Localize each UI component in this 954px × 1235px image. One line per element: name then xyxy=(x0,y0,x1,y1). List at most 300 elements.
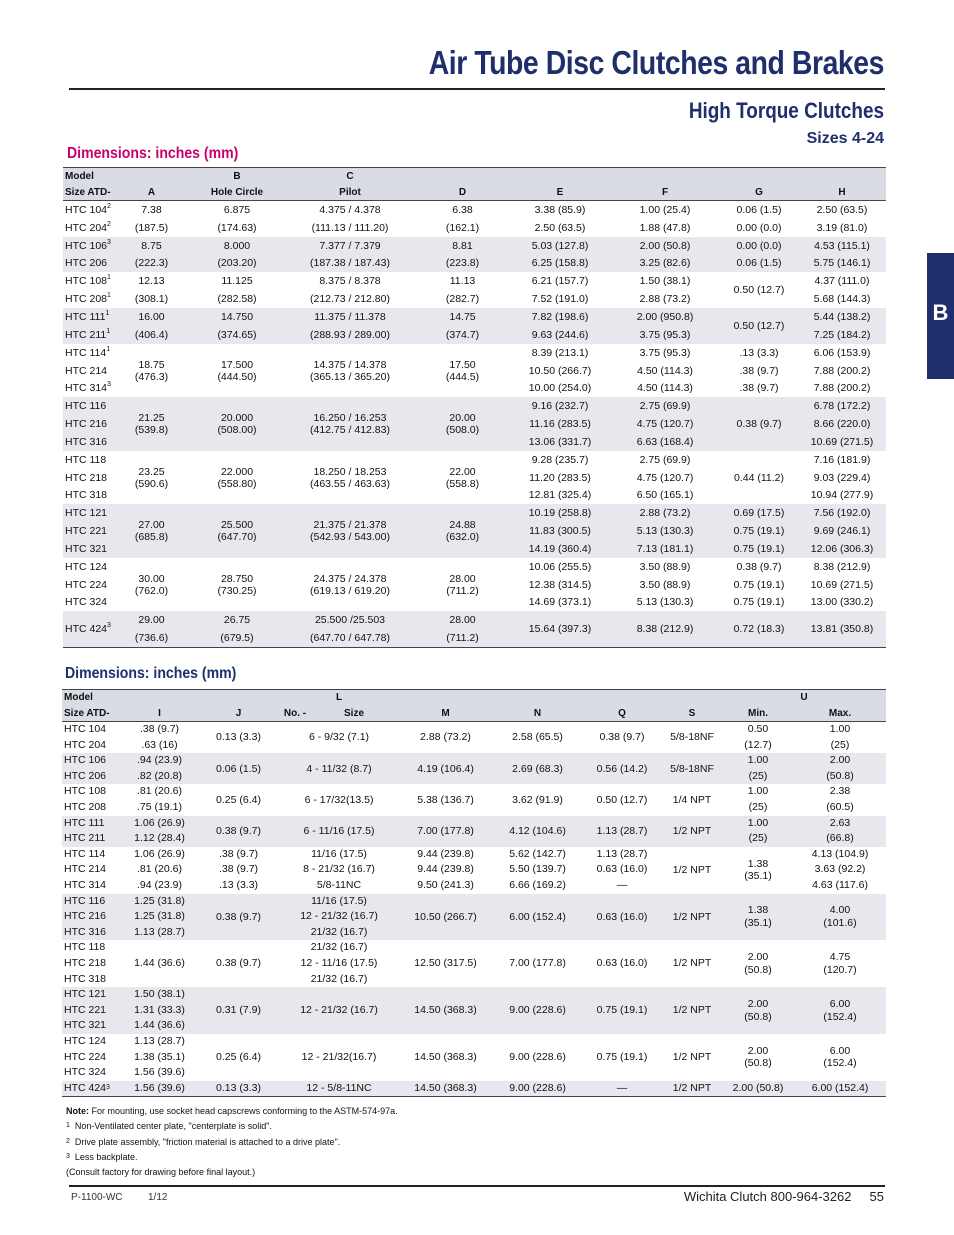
cell-i: 1.50 (38.1) 1.31 (33.3) 1.44 (36.6) xyxy=(122,987,197,1034)
t1-head-top-1 xyxy=(114,168,189,185)
cell-s: 1/2 NPT xyxy=(662,816,722,847)
cell-u-min: 1.00 (25) xyxy=(747,785,769,813)
t1-head-top-3: C xyxy=(285,168,415,185)
cell-f: 5.13 (130.3) xyxy=(636,596,694,609)
model-cell: HTC 221 xyxy=(63,522,114,540)
cell-u-min: 1.00 (25) xyxy=(722,816,794,847)
cell-f: 3.50 (88.9) xyxy=(639,560,691,573)
cell-c: 8.375 / 8.378 xyxy=(319,275,381,288)
cell-m: 10.50 (266.7) xyxy=(398,894,493,941)
cell-h: 5.44 (138.2) xyxy=(798,308,886,326)
cell-b: (679.5) xyxy=(189,629,285,647)
cell-q: 0.75 (19.1) xyxy=(582,987,662,1034)
model-cell: HTC 121 xyxy=(63,504,114,522)
cell-a: 29.00 xyxy=(114,611,189,629)
cell-b: 20.000 (508.00) xyxy=(189,397,285,451)
cell-a: 16.00 xyxy=(114,308,189,326)
cell-e: 11.83 (300.5) xyxy=(510,522,610,540)
cell-e: 5.03 (127.8) xyxy=(510,237,610,255)
cell-u-max: 2.00 (50.8) xyxy=(794,753,886,784)
cell-e: 14.69 (373.1) xyxy=(528,596,592,609)
cell-n: 3.62 (91.9) xyxy=(512,793,563,806)
cell-l: 11/16 (17.5) 8 - 21/32 (16.7) 5/8-11NC xyxy=(303,847,375,891)
cell-h: 13.00 (330.2) xyxy=(810,596,874,609)
dimensions-table-1 xyxy=(63,167,886,648)
section-subtitle: High Torque Clutches xyxy=(688,98,884,123)
page-title: Air Tube Disc Clutches and Brakes xyxy=(428,44,884,81)
cell-d: (374.7) xyxy=(415,326,510,344)
cell-b: 26.75 xyxy=(189,611,285,629)
model-cell: HTC $111^1$ xyxy=(63,308,114,326)
cell-b: 11.125 xyxy=(221,275,253,288)
table-row xyxy=(62,722,886,754)
cell-l: 6 - 11/16 (17.5) xyxy=(280,816,398,847)
footer-rule xyxy=(69,1185,885,1187)
t2-head-q: Q xyxy=(582,706,662,722)
t1-head-4: D xyxy=(415,184,510,201)
cell-h: 6.78 (172.2) xyxy=(798,397,886,415)
cell-b: (174.63) xyxy=(217,221,257,234)
table-row xyxy=(62,816,886,847)
table-row xyxy=(63,504,886,522)
cell-f: 6.63 (168.4) xyxy=(610,433,720,451)
cell-f: 2.00 (50.8) xyxy=(610,237,720,255)
cell-u-max: 1.00 (25) xyxy=(829,723,851,751)
cell-c: 18.250 / 18.253 (463.55 / 463.63) xyxy=(310,465,390,490)
model-cell: HTC 111 HTC 211 xyxy=(62,816,122,847)
cell-d: (282.7) xyxy=(445,293,480,306)
cell-g: 0.44 (11.2) xyxy=(733,471,784,484)
cell-c: 25.500 /25.503 xyxy=(285,611,415,629)
cell-d: (711.2) xyxy=(415,629,510,647)
cell-g: 0.38 (9.7) xyxy=(720,397,798,451)
cell-n: 2.69 (68.3) xyxy=(493,753,582,784)
cell-e: 10.06 (255.5) xyxy=(528,560,592,573)
t1-head-2: Hole Circle xyxy=(189,184,285,201)
model-cell: HTC 121 HTC 221 HTC 321 xyxy=(62,987,122,1034)
cell-q: 0.75 (19.1) xyxy=(596,1051,648,1064)
t1-head-top-4 xyxy=(415,168,510,185)
model-cell: HTC 224 xyxy=(65,578,108,591)
cell-q: 0.56 (14.2) xyxy=(582,753,662,784)
t2-head-l-size: Size xyxy=(310,706,398,722)
model-cell: HTC 118 HTC 218 HTC 318 xyxy=(64,941,107,985)
cell-m: 2.88 (73.2) xyxy=(420,731,471,744)
t2-head-i: I xyxy=(122,706,197,722)
cell-c: (187.38 / 187.43) xyxy=(285,255,415,273)
t2-head-u-min: Min. xyxy=(722,706,794,722)
cell-c: (288.93 / 289.00) xyxy=(285,326,415,344)
cell-h: 7.25 (184.2) xyxy=(798,326,886,344)
model-cell: HTC $114^1$ xyxy=(65,345,111,359)
cell-g: 0.75 (19.1) xyxy=(720,540,798,558)
model-cell: HTC $211^1$ xyxy=(63,326,114,344)
model-cell: HTC 104 HTC 204 xyxy=(64,723,107,751)
cell-i: 1.44 (36.6) xyxy=(134,957,185,970)
cell-l: 12 - 21/32 (16.7) xyxy=(280,987,398,1034)
t2-head-m: M xyxy=(398,706,493,722)
cell-g: 0.75 (19.1) xyxy=(733,596,785,609)
cell-n: 7.00 (177.8) xyxy=(509,957,566,970)
cell-a: 12.13 xyxy=(138,275,165,288)
cell-u-min: 1.00 (25) xyxy=(722,753,794,784)
model-cell: HTC 318 xyxy=(65,489,108,502)
footnotes xyxy=(66,1104,398,1180)
table-row xyxy=(63,219,886,237)
model-cell: HTC $424^3$ xyxy=(62,1081,122,1097)
table-row xyxy=(63,272,886,290)
cell-a: (187.5) xyxy=(134,221,169,234)
cell-q: 0.38 (9.7) xyxy=(599,731,645,744)
cell-e: 13.06 (331.7) xyxy=(510,433,610,451)
cell-s: 1/2 NPT xyxy=(662,894,722,941)
cell-e: 10.50 (266.7) xyxy=(528,364,592,377)
cell-d: (223.8) xyxy=(415,255,510,273)
t1-head-5: E xyxy=(510,184,610,201)
t1-head-0: Size ATD- xyxy=(63,184,114,201)
cell-h: 9.03 (229.4) xyxy=(813,471,871,484)
cell-m: 7.00 (177.8) xyxy=(398,816,493,847)
cell-i: 1.13 (28.7) 1.38 (35.1) 1.56 (39.6) xyxy=(134,1034,185,1079)
cell-n: 9.00 (228.6) xyxy=(509,1051,566,1064)
model-cell: HTC $104^2$ xyxy=(65,202,111,216)
cell-u-min: 2.00 (50.8) xyxy=(744,951,772,976)
cell-f: 3.75 (95.3) xyxy=(639,346,691,359)
cell-e: 7.52 (191.0) xyxy=(531,293,589,306)
cell-u-max: 2.63 (66.8) xyxy=(794,816,886,847)
cell-f: 4.75 (120.7) xyxy=(610,415,720,433)
table-row xyxy=(62,784,886,815)
cell-d: 24.88 (632.0) xyxy=(415,504,510,558)
cell-s: 1/2 NPT xyxy=(672,957,712,970)
cell-h: 10.94 (277.9) xyxy=(810,489,874,502)
cell-u-min: 2.00 (50.8) xyxy=(722,1081,794,1097)
cell-j: 0.25 (6.4) xyxy=(216,1051,261,1064)
cell-l: 12 - 21/32(16.7) xyxy=(301,1051,377,1064)
cell-c: 14.375 / 14.378 (365.13 / 365.20) xyxy=(310,358,390,383)
cell-e: 10.00 (254.0) xyxy=(528,382,592,395)
table-row xyxy=(63,201,886,219)
cell-b: 17.500 (444.50) xyxy=(217,358,257,383)
cell-f: 1.88 (47.8) xyxy=(639,221,691,234)
cell-h: 9.69 (246.1) xyxy=(798,522,886,540)
footer-company: Wichita Clutch 800-964-3262 55 xyxy=(683,1189,884,1204)
cell-u-max: 6.00 (152.4) xyxy=(823,1044,857,1070)
cell-a: (222.3) xyxy=(114,255,189,273)
cell-i: 1.06 (26.9) .81 (20.6) .94 (23.9) xyxy=(134,847,185,891)
t1-head-top-7 xyxy=(720,168,798,185)
cell-f: 8.38 (212.9) xyxy=(610,611,720,647)
model-cell: HTC $314^3$ xyxy=(65,381,111,395)
cell-a: 21.25 (539.8) xyxy=(114,397,189,451)
cell-e: 15.64 (397.3) xyxy=(510,611,610,647)
cell-i: .94 (23.9) .82 (20.8) xyxy=(122,753,197,784)
dimensions-heading-1: Dimensions: inches (mm) xyxy=(67,145,239,162)
cell-d: 22.00 (558.8) xyxy=(445,465,480,490)
cell-h: 10.69 (271.5) xyxy=(810,578,874,591)
dimensions-heading-2: Dimensions: inches (mm) xyxy=(65,665,237,682)
table-row xyxy=(63,397,886,415)
t1-head-top-0: Model xyxy=(63,168,114,185)
t1-head-top-5 xyxy=(510,168,610,185)
title-rule xyxy=(69,88,885,90)
cell-h: 2.50 (63.5) xyxy=(816,203,868,216)
t2-head-s: S xyxy=(662,706,722,722)
cell-h: 4.53 (115.1) xyxy=(798,237,886,255)
cell-h: 4.37 (111.0) xyxy=(814,275,870,288)
cell-b: 25.500 (647.70) xyxy=(189,504,285,558)
cell-f: 1.00 (25.4) xyxy=(639,203,691,216)
cell-e: 9.28 (235.7) xyxy=(531,453,589,466)
cell-g: .38 (9.7) xyxy=(739,364,779,377)
cell-b: (282.58) xyxy=(217,293,257,306)
cell-i: 1.56 (39.6) xyxy=(122,1081,197,1097)
t2-head-j: J xyxy=(197,706,280,722)
cell-b: (203.20) xyxy=(189,255,285,273)
model-cell: HTC 124 HTC 224 HTC 324 xyxy=(64,1034,107,1079)
t1-head-top-6 xyxy=(610,168,720,185)
cell-c: 4.375 / 4.378 xyxy=(319,203,381,216)
cell-h: 7.88 (200.2) xyxy=(813,364,871,377)
table-row xyxy=(63,451,886,469)
model-cell: HTC 116 xyxy=(63,397,114,415)
footer-code: P-1100-WC xyxy=(71,1192,123,1203)
table-row xyxy=(63,611,886,629)
cell-h: 7.88 (200.2) xyxy=(813,382,871,395)
cell-h: 13.81 (350.8) xyxy=(798,611,886,647)
cell-g: .13 (3.3) xyxy=(739,346,779,359)
cell-b: 6.875 xyxy=(223,203,251,216)
t2-head-model: Model xyxy=(62,690,122,706)
cell-h: 3.19 (81.0) xyxy=(816,221,868,234)
cell-e: 9.63 (244.6) xyxy=(510,326,610,344)
t2-head-l: L xyxy=(280,690,398,706)
t2-head-n: N xyxy=(493,706,582,722)
cell-e: 2.50 (63.5) xyxy=(534,221,586,234)
model-cell: HTC 114 HTC 214 HTC 314 xyxy=(64,847,107,891)
table-row xyxy=(63,344,886,362)
cell-c: (212.73 / 212.80) xyxy=(310,293,390,306)
cell-g: 0.50 (12.7) xyxy=(733,284,785,297)
footnote-1: $^1$ Non-Ventilated center plate, "centerplate is solid". xyxy=(66,1121,272,1132)
cell-m: 9.44 (239.8) 9.44 (239.8) 9.50 (241.3) xyxy=(417,847,474,891)
cell-a: (308.1) xyxy=(134,293,169,306)
cell-g: 0.72 (18.3) xyxy=(720,611,798,647)
model-cell: HTC 106 HTC 206 xyxy=(62,753,122,784)
cell-e: 12.81 (325.4) xyxy=(528,489,592,502)
cell-n: 9.00 (228.6) xyxy=(493,987,582,1034)
cell-d: 14.75 xyxy=(415,308,510,326)
cell-g: 0.00 (0.0) xyxy=(720,237,798,255)
model-cell: HTC 118 xyxy=(65,453,107,466)
t1-head-8: H xyxy=(798,184,886,201)
cell-d: (162.1) xyxy=(445,221,480,234)
table-row xyxy=(63,558,886,576)
cell-j: 0.38 (9.7) xyxy=(197,816,280,847)
cell-d: 17.50 (444.5) xyxy=(445,358,480,383)
cell-s: 1/4 NPT xyxy=(672,793,712,806)
cell-h: 10.69 (271.5) xyxy=(798,433,886,451)
cell-e: 6.25 (158.8) xyxy=(510,255,610,273)
cell-u-min: 1.38 (35.1) xyxy=(744,857,772,883)
cell-i: .81 (20.6) .75 (19.1) xyxy=(137,785,182,813)
cell-c: 21.375 / 21.378 (542.93 / 543.00) xyxy=(285,504,415,558)
cell-n: 2.58 (65.5) xyxy=(512,731,563,744)
t1-head-6: F xyxy=(610,184,720,201)
cell-h: 5.68 (144.3) xyxy=(813,293,871,306)
t1-head-top-8 xyxy=(798,168,886,185)
model-cell: HTC $106^3$ xyxy=(63,237,114,255)
cell-j: 0.38 (9.7) xyxy=(216,957,261,970)
cell-a: 23.25 (590.6) xyxy=(134,465,169,490)
t1-head-top-2: B xyxy=(189,168,285,185)
model-cell: HTC $108^1$ xyxy=(65,274,111,288)
cell-g: 0.00 (0.0) xyxy=(736,221,782,234)
cell-q: — xyxy=(582,1081,662,1097)
model-cell: HTC $424^3$ xyxy=(63,611,114,647)
model-cell: HTC $208^1$ xyxy=(65,292,111,306)
cell-l: 4 - 11/32 (8.7) xyxy=(280,753,398,784)
cell-f: 2.00 (950.8) xyxy=(610,308,720,326)
cell-d: 28.00 (711.2) xyxy=(446,572,479,597)
cell-h: 7.56 (192.0) xyxy=(798,504,886,522)
cell-u-max: 6.00 (152.4) xyxy=(794,987,886,1034)
cell-j: 0.25 (6.4) xyxy=(216,793,261,806)
t1-head-1: A xyxy=(114,184,189,201)
table-row xyxy=(63,255,886,273)
cell-n: 5.62 (142.7) 5.50 (139.7) 6.66 (169.2) xyxy=(509,847,566,891)
sizes-label: Sizes 4-24 xyxy=(806,130,884,147)
cell-m: 12.50 (317.5) xyxy=(414,957,477,970)
cell-m: 14.50 (368.3) xyxy=(414,1051,477,1064)
consult-note: (Consult factory for drawing before final layout.) xyxy=(66,1167,256,1178)
cell-u-max: 6.00 (152.4) xyxy=(794,1081,886,1097)
cell-e: 14.19 (360.4) xyxy=(510,540,610,558)
cell-a: 30.00 (762.0) xyxy=(134,572,169,597)
cell-g: .38 (9.7) xyxy=(739,382,779,395)
cell-u-max: 2.38 (60.5) xyxy=(826,785,854,813)
cell-e: 7.82 (198.6) xyxy=(510,308,610,326)
cell-a: 27.00 (685.8) xyxy=(114,504,189,558)
cell-g: 0.06 (1.5) xyxy=(736,203,782,216)
cell-e: 8.39 (213.1) xyxy=(531,346,589,359)
cell-c: 7.377 / 7.379 xyxy=(285,237,415,255)
t2-head-size: Size ATD- xyxy=(62,706,122,722)
cell-j: 0.31 (7.9) xyxy=(197,987,280,1034)
cell-f: 2.88 (73.2) xyxy=(610,504,720,522)
cell-q: 0.50 (12.7) xyxy=(596,793,648,806)
table-row xyxy=(62,940,886,987)
cell-f: 6.50 (165.1) xyxy=(636,489,694,502)
cell-l: 6 - 9/32 (7.1) xyxy=(308,731,370,744)
cell-e: 6.21 (157.7) xyxy=(531,275,589,288)
cell-g: 0.75 (19.1) xyxy=(720,522,798,540)
cell-d: 11.13 xyxy=(449,275,476,288)
cell-g: 0.38 (9.7) xyxy=(736,560,782,573)
cell-b: (374.65) xyxy=(189,326,285,344)
dimensions-table-2 xyxy=(62,689,886,1097)
model-cell: HTC 116 HTC 216 HTC 316 xyxy=(62,894,122,941)
cell-m: 14.50 (368.3) xyxy=(398,1081,493,1097)
model-cell: HTC 321 xyxy=(63,540,114,558)
cell-u-min: 2.00 (50.8) xyxy=(744,1044,772,1070)
t2-head-u: U xyxy=(722,690,886,706)
footnote-3: $^3$ Less backplate. xyxy=(66,1151,138,1162)
cell-e: 10.19 (258.8) xyxy=(510,504,610,522)
cell-f: 3.75 (95.3) xyxy=(610,326,720,344)
model-cell: HTC 216 xyxy=(63,415,114,433)
cell-h: 8.66 (220.0) xyxy=(798,415,886,433)
cell-h: 5.75 (146.1) xyxy=(798,255,886,273)
cell-u-max: 4.75 (120.7) xyxy=(823,951,857,976)
cell-b: 8.000 xyxy=(189,237,285,255)
cell-e: 11.20 (283.5) xyxy=(529,471,591,484)
cell-s: 1/2 NPT xyxy=(672,1051,712,1064)
cell-g: 0.69 (17.5) xyxy=(720,504,798,522)
cell-b: 14.750 xyxy=(189,308,285,326)
cell-f: 3.50 (88.9) xyxy=(639,578,691,591)
cell-l: 11/16 (17.5) 12 - 21/32 (16.7) 21/32 (16.7) xyxy=(280,894,398,941)
cell-l: 6 - 17/32(13.5) xyxy=(304,793,374,806)
cell-u-max: 4.13 (104.9) 3.63 (92.2) 4.63 (117.6) xyxy=(811,847,869,891)
cell-m: 14.50 (368.3) xyxy=(398,987,493,1034)
side-tab-b: B xyxy=(927,253,954,379)
model-cell: HTC 218 xyxy=(65,471,108,484)
cell-f: 7.13 (181.1) xyxy=(610,540,720,558)
cell-f: 4.75 (120.7) xyxy=(636,471,694,484)
cell-g: 0.75 (19.1) xyxy=(733,578,785,591)
cell-c: 16.250 / 16.253 (412.75 / 412.83) xyxy=(285,397,415,451)
cell-f: 4.50 (114.3) xyxy=(637,382,693,395)
cell-q: 0.63 (16.0) xyxy=(596,957,648,970)
cell-b: 22.000 (558.80) xyxy=(217,465,257,490)
cell-f: 2.75 (69.9) xyxy=(610,397,720,415)
cell-a: (406.4) xyxy=(114,326,189,344)
cell-m: 5.38 (136.7) xyxy=(417,793,474,806)
cell-s: 5/8-18NF xyxy=(662,753,722,784)
cell-n: 6.00 (152.4) xyxy=(493,894,582,941)
cell-n: 4.12 (104.6) xyxy=(493,816,582,847)
table-row xyxy=(62,894,886,941)
cell-s: 5/8-18NF xyxy=(670,731,714,744)
cell-q: 1.13 (28.7) 0.63 (16.0) — xyxy=(596,847,648,891)
cell-d: 28.00 xyxy=(415,611,510,629)
cell-d: 8.81 xyxy=(415,237,510,255)
note-line: Note: For mounting, use socket head capscrews conforming to the ASTM-574-97a. xyxy=(66,1106,398,1116)
table-row xyxy=(63,237,886,255)
cell-s: 1/2 NPT xyxy=(672,863,712,876)
table-row xyxy=(62,987,886,1034)
table-row xyxy=(63,308,886,326)
cell-i: 1.06 (26.9) 1.12 (28.4) xyxy=(122,816,197,847)
cell-a: 18.75 (476.3) xyxy=(134,358,169,383)
cell-h: 7.16 (181.9) xyxy=(813,453,871,466)
cell-a: 8.75 xyxy=(114,237,189,255)
table-row xyxy=(62,753,886,784)
cell-h: 8.38 (212.9) xyxy=(813,560,871,573)
cell-f: 2.88 (73.2) xyxy=(639,293,691,306)
cell-q: 1.13 (28.7) xyxy=(582,816,662,847)
t2-head-l-no: No. - xyxy=(280,706,310,722)
cell-c: 11.375 / 11.378 xyxy=(285,308,415,326)
cell-c: 24.375 / 24.378 (619.13 / 619.20) xyxy=(310,572,390,597)
footnote-2: $^2$ Drive plate assembly, "friction material is attached to a drive plate". xyxy=(66,1136,341,1147)
cell-j: 0.06 (1.5) xyxy=(197,753,280,784)
cell-f: 5.13 (130.3) xyxy=(610,522,720,540)
t2-head-u-max: Max. xyxy=(794,706,886,722)
model-cell: HTC 324 xyxy=(65,596,108,609)
cell-j: 0.38 (9.7) xyxy=(197,894,280,941)
